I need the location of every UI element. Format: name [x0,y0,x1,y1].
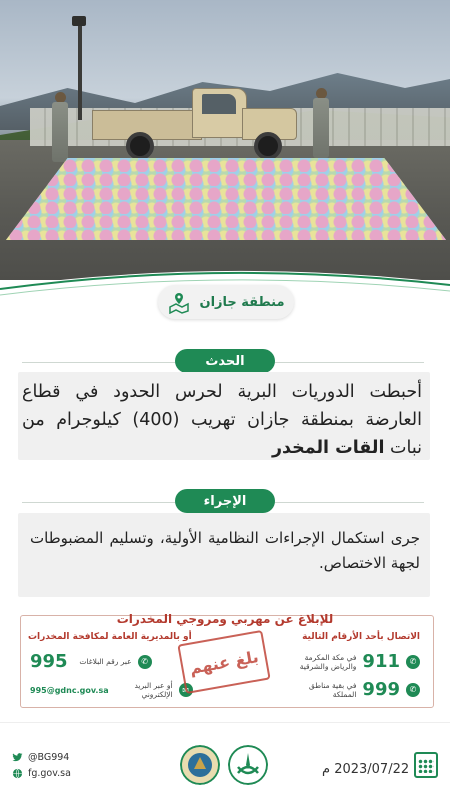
number-995: 995 [30,651,68,672]
saudi-emblem [228,745,268,785]
row-911-text: في مكة المكرمة والرياض والشرقية [299,652,357,671]
report-stamp: بلغ عنهم [177,630,270,694]
right-column-title: الاتصال بأحد الأرقام التالية [302,632,420,642]
website-link[interactable] [12,768,71,779]
hotline-999[interactable] [284,679,420,700]
event-emphasis: القات المخدر [271,438,385,458]
border-guard-emblem [180,745,220,785]
email-address: 995@gdnc.gov.sa [30,685,109,695]
soldier-left [52,92,68,162]
phone-icon: ✆ [406,683,420,697]
event-heading: الحدث [175,349,275,373]
globe-icon [12,768,23,779]
email-icon: ✉ [179,683,193,697]
patrol-truck [92,88,297,160]
hero-photo [0,0,450,280]
region-badge [158,285,294,319]
seized-packages [6,158,446,240]
number-999: 999 [362,679,400,700]
soldier-right [313,88,329,158]
number-911: 911 [362,651,400,672]
phone-icon: ✆ [406,655,420,669]
phone-icon: ✆ [138,655,152,669]
twitter-link[interactable] [12,752,69,763]
event-body: أحبطت الدوريات البرية لحرس الحدود في قطاع العارضة بمنطقة جازان تهريب (400) كيلوجرام من نبات [22,382,422,458]
light-pole [78,20,82,120]
hotline-911[interactable] [284,651,420,672]
report-email[interactable] [30,681,193,699]
left-column-title: أو بالمديرية العامة لمكافحة المخدرات [28,632,192,642]
row-email-text: أو عبر البريد الإلكتروني [134,681,173,699]
procedure-text: جرى استكمال الإجراءات النظامية الأولية، وتسليم المضبوطات لجهة الاختصاص. [30,529,420,572]
twitter-icon [12,752,23,763]
footer-divider [0,722,450,723]
event-text [22,378,422,462]
calendar-icon [414,752,438,778]
lamp [72,16,86,26]
region-label: منطقة جازان [199,294,285,310]
hotline-995[interactable] [30,651,152,672]
website-url: fg.gov.sa [28,768,71,779]
publish-date: 2023/07/22 م [322,762,410,777]
twitter-handle: @BG994 [28,752,70,763]
map-pin-icon [167,290,191,314]
row-995-text: عبر رقم البلاغات [79,657,132,666]
procedure-heading: الإجراء [175,489,275,513]
row-999-text: في بقية مناطق المملكة [308,680,357,699]
report-title: للإبلاغ عن مهربي ومروجي المخدرات [116,612,334,626]
